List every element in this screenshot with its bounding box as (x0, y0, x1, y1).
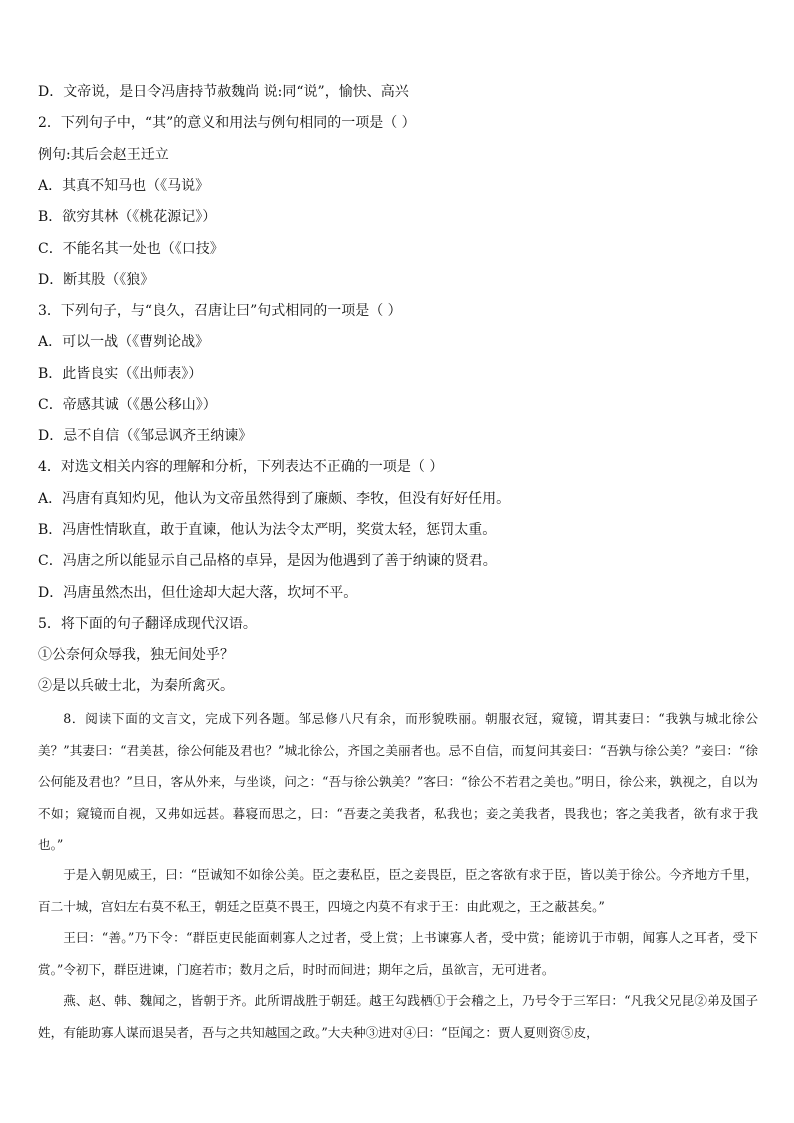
q3-option-d: D．忌不自信（《邹忌讽齐王纳谏》 (38, 428, 253, 444)
example-sentence: 例句:其后会赵王迁立 (38, 147, 169, 163)
q2-option-a: A．其真不知马也（《马说》 (38, 178, 210, 194)
q2-option-c: C．不能名其一处也（《口技》 (38, 241, 224, 257)
passage-paragraph-2: 于是入朝见威王，曰：“臣诚知不如徐公美。臣之妻私臣，臣之妾畏臣，臣之客欲有求于臣，皆以美于徐公。今齐地方千里，百二十城，宫妇左右莫不私王，朝廷之臣莫不畏王，四境之内莫不有求于王：由此观之，王之蔽甚矣。” (38, 867, 758, 914)
passage-paragraph-3: 王曰：“善。”乃下令：“群臣吏民能面刺寡人之过者，受上赏；上书谏寡人者，受中赏；能谤讥于市朝，闻寡人之耳者，受下赏。”令初下，群臣进谏，门庭若市；数月之后，时时而间进；期年之后，虽欲言，无可进者。 (38, 930, 758, 977)
option-d-line: D．文帝说，是日令冯唐持节赦魏尚 说:同“说”，愉快、高兴 (38, 84, 409, 100)
q4-option-b: B．冯唐性情耿直，敢于直谏，他认为法令太严明，奖赏太轻，惩罚太重。 (38, 522, 497, 538)
passage-paragraph-4: 燕、赵、韩、魏闻之，皆朝于齐。此所谓战胜于朝廷。越王勾践栖①于会稽之上，乃号令于三军曰：“凡我父兄昆②弟及国子姓，有能助寡人谋而退吴者，吾与之共知越国之政。”大夫种③进对④曰：“臣闻之：贾人夏则资⑤皮， (38, 993, 758, 1040)
q4-option-c: C．冯唐之所以能显示自己品格的卓异，是因为他遇到了善于纳谏的贤君。 (38, 553, 497, 569)
q4-option-d: D．冯唐虽然杰出，但仕途却大起大落，坎坷不平。 (38, 585, 358, 601)
q2-option-b: B．欲穷其林（《桃花源记》） (38, 209, 217, 225)
q3-option-a: A．可以一战（《曹刿论战》 (38, 334, 210, 350)
q3-option-b: B．此皆良实（《出师表》） (38, 366, 203, 382)
q5-sentence-2: ②是以兵破士北，为秦所禽灭。 (38, 678, 234, 694)
question-2: 2．下列句子中，“其”的意义和用法与例句相同的一项是（ ） (38, 115, 416, 131)
question-4: 4．对选文相关内容的理解和分析，下列表达不正确的一项是（ ） (38, 459, 444, 475)
q3-option-c: C．帝感其诚（《愚公移山》） (38, 397, 217, 413)
question-5: 5．将下面的句子翻译成现代汉语。 (38, 616, 257, 632)
q4-option-a: A．冯唐有真知灼见，他认为文帝虽然得到了廉颇、李牧，但没有好好任用。 (38, 491, 511, 507)
q5-sentence-1: ①公奈何众辱我，独无间处乎？ (38, 647, 234, 663)
question-3: 3．下列句子，与“良久，召唐让曰”句式相同的一项是（ ） (38, 303, 402, 319)
q2-option-d: D．断其股（《狼》 (38, 272, 155, 288)
passage-paragraph-1: 8．阅读下面的文言文，完成下列各题。邹忌修八尺有余，而形貌昳丽。朝服衣冠，窥镜，谓其妻曰：“我孰与城北徐公美？”其妻曰：“君美甚，徐公何能及君也？”城北徐公，齐国之美丽者也。忌不自信，而复问其妾曰：“吾孰与徐公美？”妾曰：“徐公何能及君也？”旦日，客从外来，与坐谈，问之：“吾与徐公孰美？”客曰：“徐公不若君之美也。”明日，徐公来，孰视之，自以为不如；窥镜而自视，又弗如远甚。暮寝而思之，曰：“吾妻之美我者，私我也；妾之美我者，畏我也；客之美我者，欲有求于我也。” (38, 711, 758, 852)
